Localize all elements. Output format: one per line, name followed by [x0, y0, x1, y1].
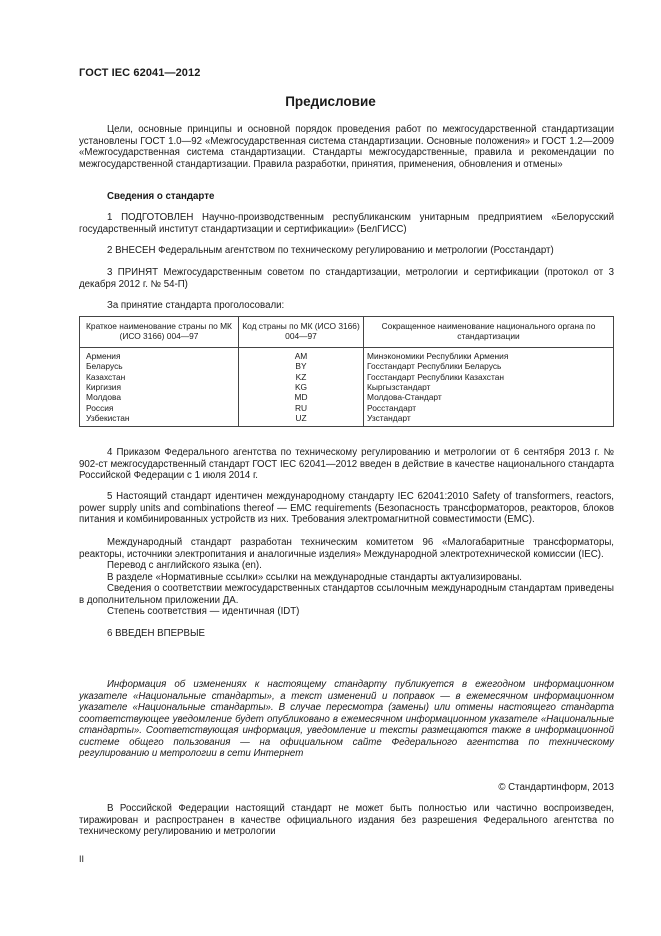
table-cell-body: Минэкономики Республики Армения — [364, 347, 614, 361]
item-5-correspondence: Сведения о соответствии межгосударственных стандартов ссылочным международным стандартам приведены в дополнительном приложении ДА. — [79, 583, 614, 606]
item-3: 3 ПРИНЯТ Межгосударственным советом по стандартизации, метрологии и сертификации (протокол от 3 декабря 2012 г. № 54-П) — [79, 267, 614, 290]
item-5-committee: Международный стандарт разработан техническим комитетом 96 «Малогабаритные трансформаторы, реакторы, источники электропитания и аналогичные изделия» Международной электротехнической комиссии (IEC). — [79, 537, 614, 560]
item-5-references: В разделе «Нормативные ссылки» ссылки на международные стандарты актуализированы. — [107, 571, 522, 583]
table-cell-code: UZ — [239, 413, 364, 426]
item-5: 5 Настоящий стандарт идентичен международному стандарту IEC 62041:2010 Safety of transformers, reactors, power supply units and combinations thereof — EMC requirements (Безопасность трансформаторов, реакторов, блоков питания и комбинированных устройств из них. Требования электромагнитной совместимости (EMC). — [79, 491, 614, 525]
change-notice: Информация об изменениях к настоящему стандарту публикуется в ежегодном информационном указателе «Национальные стандарты», а текст изменений и поправок — в ежемесячном информационном указателе «Национальные стандарты». В случае пересмотра (замены) или отмены настоящего стандарта соответствующее уведомление будет опубликовано в ежемесячном информационном указателе «Национальные стандарты». Соответствующая информация, уведомление и тексты размещаются также в информационной системе общего пользования — на официальном сайте Федерального агентства по техническому регулированию и метрологии в сети Интернет — [79, 679, 614, 759]
table-row — [80, 347, 614, 361]
table-cell-body: Кыргызстандарт — [364, 382, 614, 392]
table-row — [80, 403, 614, 413]
item-2: 2 ВНЕСЕН Федеральным агентством по техническому регулированию и метрологии (Росстандарт) — [107, 245, 554, 256]
table-cell-code: RU — [239, 403, 364, 413]
table-row — [80, 392, 614, 402]
table-cell-body: Госстандарт Республики Казахстан — [364, 372, 614, 382]
table-row — [80, 361, 614, 371]
rights-paragraph: В Российской Федерации настоящий стандарт не может быть полностью или частично воспроизведен, тиражирован и распространен в качестве официального издания без разрешения Федерального агентства по техническому регулированию и метрологии — [79, 803, 614, 837]
table-cell-code: BY — [239, 361, 364, 371]
table-cell-body: Госстандарт Республики Беларусь — [364, 361, 614, 371]
table-cell-country: Беларусь — [80, 361, 239, 371]
table-cell-country: Узбекистан — [80, 413, 239, 426]
intro-paragraph: Цели, основные принципы и основной порядок проведения работ по межгосударственной стандартизации установлены ГОСТ 1.0—92 «Межгосударственная система стандартизации. Основные положения» и ГОСТ 1.2—2009 «Межгосударственная система стандартизации. Стандарты межгосударственные, правила и рекомендации по межгосударственной стандартизации. Правила разработки, принятия, применения, обновления и отмены» — [79, 124, 614, 170]
table-header-country: Краткое наименование страны по МК (ИСО 3166) 004—97 — [80, 317, 239, 348]
table-row — [80, 372, 614, 382]
table-header-row — [80, 317, 614, 348]
table-cell-country: Киргизия — [80, 382, 239, 392]
info-heading: Сведения о стандарте — [107, 191, 215, 202]
page-title: Предисловие — [285, 94, 376, 109]
table-row — [80, 413, 614, 426]
item-4: 4 Приказом Федерального агентства по техническому регулированию и метрологии от 6 сентября 2013 г. № 902-ст межгосударственный стандарт ГОСТ IEC 62041—2012 введен в действие в качестве национального стандарта Российской Федерации с 1 июля 2014 г. — [79, 447, 614, 481]
item-1: 1 ПОДГОТОВЛЕН Научно-производственным республиканским унитарным предприятием «Белорусский государственный институт стандартизации и сертификации» (БелГИСС) — [79, 212, 614, 235]
table-cell-code: MD — [239, 392, 364, 402]
voted-label: За принятие стандарта проголосовали: — [107, 300, 285, 311]
table-cell-country: Молдова — [80, 392, 239, 402]
table-header-code: Код страны по МК (ИСО 3166) 004—97 — [239, 317, 364, 348]
table-cell-body: Узстандарт — [364, 413, 614, 426]
table-cell-country: Казахстан — [80, 372, 239, 382]
table-cell-country: Армения — [80, 347, 239, 361]
table-row — [80, 382, 614, 392]
table-cell-code: KG — [239, 382, 364, 392]
page-number: II — [79, 854, 85, 864]
table-header-body: Сокращенное наименование национального органа по стандартизации — [364, 317, 614, 348]
item-5-degree: Степень соответствия — идентичная (IDT) — [107, 606, 300, 617]
copyright: © Стандартинформ, 2013 — [498, 782, 614, 793]
table-cell-body: Росстандарт — [364, 403, 614, 413]
table-cell-code: AM — [239, 347, 364, 361]
item-6: 6 ВВЕДЕН ВПЕРВЫЕ — [107, 628, 206, 639]
table-cell-body: Молдова-Стандарт — [364, 392, 614, 402]
document-code: ГОСТ IEC 62041—2012 — [79, 67, 201, 79]
item-5-translation: Перевод с английского языка (en). — [107, 560, 262, 571]
table-cell-country: Россия — [80, 403, 239, 413]
voting-table — [79, 316, 614, 427]
table-cell-code: KZ — [239, 372, 364, 382]
